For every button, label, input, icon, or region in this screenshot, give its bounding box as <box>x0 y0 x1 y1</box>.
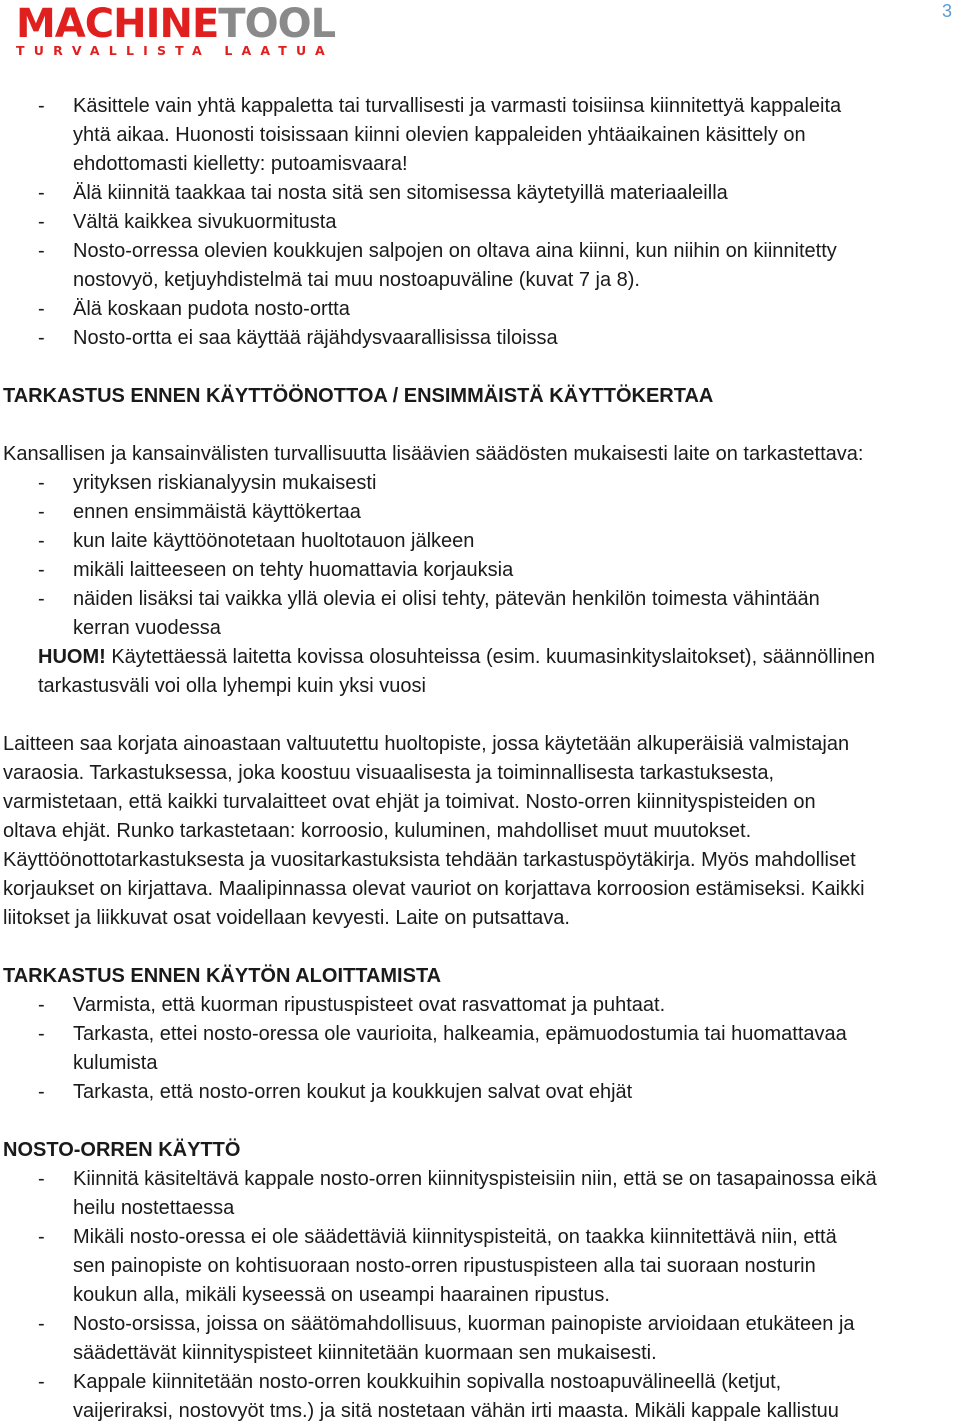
list-item: - Nosto-orsissa, joissa on säätömahdollisuus, kuorman painopiste arvioidaan etukäteen ja <box>3 1310 953 1339</box>
list-item: - Kappale kiinnitetään nosto-orren koukkuihin sopivalla nostoapuvälineellä (ketjut, <box>3 1368 953 1397</box>
list-item: - Varmista, että kuorman ripustuspisteet ovat rasvattomat ja puhtaat. <box>3 991 953 1020</box>
list-item: - kun laite käyttöönotetaan huoltotauon jälkeen <box>3 527 953 556</box>
bullet-dash: - <box>38 95 45 117</box>
machinetool-logo <box>16 1 346 58</box>
bullet-dash: - <box>38 1226 45 1248</box>
bullet-dash: - <box>38 994 45 1016</box>
list-item-continuation: heilu nostettaessa <box>73 1197 235 1219</box>
list-item-continuation: kulumista <box>73 1052 158 1074</box>
section-heading-commissioning-inspection: TARKASTUS ENNEN KÄYTTÖÖNOTTOA / ENSIMMÄISTÄ KÄYTTÖKERTAA <box>3 385 714 407</box>
bullet-dash: - <box>38 472 45 494</box>
spacer <box>3 701 953 730</box>
spacer <box>3 411 953 440</box>
page-number: 3 <box>941 1 952 21</box>
list-item: - Käsittele vain yhtä kappaletta tai turvallisesti ja varmasti toisiinsa kiinnitettyä kappaleita <box>3 92 953 121</box>
bullet-dash: - <box>38 182 45 204</box>
paragraph-repair: Laitteen saa korjata ainoastaan valtuutettu huoltopiste, jossa käytetään alkuperäisiä valmistajan varaosia. Tarkastuksessa, joka koostuu visuaalisesta ja toiminnallisesta tarkastuksesta, varmistetaan, että kaikki turvalaitteet ovat ehjät ja toimivat. Nosto-orren kiinnityspisteiden on oltava ehjät. Runko tarkastetaan: korroosio, kuluminen, mahdolliset muut muutokset. Käyttöönottotarkastuksesta ja vuositarkastuksista tehdään tarkastuspöytäkirja. Myös mahdolliset korjaukset on kirjattava. Maalipinnassa olevat vauriot on korjattava korroosion estämiseksi. Kaikki liitokset ja liikkuvat osat voidellaan kevyesti. Laite on putsattava. <box>3 733 865 929</box>
bullet-dash: - <box>38 1168 45 1190</box>
list-item-continuation: sen painopiste on kohtisuoraan nosto-orren ripustuspisteen alla tai suoraan nosturin <box>73 1255 816 1277</box>
list-item: - Tarkasta, ettei nosto-oressa ole vaurioita, halkeamia, epämuodostumia tai huomattavaa <box>3 1020 953 1049</box>
list-item: - Nosto-orressa olevien koukkujen salpojen on oltava aina kiinni, kun niihin on kiinnitetty <box>3 237 953 266</box>
document-body <box>3 92 953 1426</box>
spacer <box>3 353 953 382</box>
bullet-dash: - <box>38 1023 45 1045</box>
list-item-continuation: ehdottomasti kielletty: putoamisvaara! <box>73 153 408 175</box>
list-item: - Tarkasta, että nosto-orren koukut ja koukkujen salvat ovat ehjät <box>3 1078 953 1107</box>
note-paragraph: HUOM! Käytettäessä laitetta kovissa olosuhteissa (esim. kuumasinkityslaitokset), säännöllinen <box>38 646 876 668</box>
bullet-dash: - <box>38 298 45 320</box>
bullet-dash: - <box>38 530 45 552</box>
section-heading-usage: NOSTO-ORREN KÄYTTÖ <box>3 1139 241 1161</box>
list-item: - Älä kiinnitä taakkaa tai nosta sitä sen sitomisessa käytetyillä materiaaleilla <box>3 179 953 208</box>
bullet-dash: - <box>38 1371 45 1393</box>
list-item: - Älä koskaan pudota nosto-ortta <box>3 295 953 324</box>
section-heading-pre-use-inspection: TARKASTUS ENNEN KÄYTÖN ALOITTAMISTA <box>3 965 442 987</box>
list-item-continuation: koukun alla, mikäli kyseessä on useampi haarainen ripustus. <box>73 1284 610 1306</box>
inspection-list <box>3 469 953 643</box>
spacer <box>3 1107 953 1136</box>
list-item: - Nosto-ortta ei saa käyttää räjähdysvaarallisissa tiloissa <box>3 324 953 353</box>
list-item-continuation: säädettävät kiinnityspisteet kiinnitetään kuormaan sen mukaisesti. <box>73 1342 657 1364</box>
list-item: - näiden lisäksi tai vaikka yllä olevia ei olisi tehty, pätevän henkilön toimesta vähintään <box>3 585 953 614</box>
list-item: - Kiinnitä käsiteltävä kappale nosto-orren kiinnityspisteisiin niin, että se on tasapainossa eikä <box>3 1165 953 1194</box>
bullet-dash: - <box>38 588 45 610</box>
bullet-dash: - <box>38 327 45 349</box>
list-item: - ennen ensimmäistä käyttökertaa <box>3 498 953 527</box>
usage-list <box>3 1165 953 1426</box>
list-item-continuation: nostovyö, ketjuyhdistelmä tai muu nostoapuväline (kuvat 7 ja 8). <box>73 269 640 291</box>
bullet-dash: - <box>38 559 45 581</box>
paragraph-intro: Kansallisen ja kansainvälisten turvallisuutta lisäävien säädösten mukaisesti laite on tarkastettava: <box>3 443 864 465</box>
pre-use-list <box>3 991 953 1107</box>
logo-tagline: TURVALLISTA LAATUA <box>16 43 334 58</box>
note-paragraph-continuation: tarkastusväli voi olla lyhempi kuin yksi vuosi <box>38 675 426 697</box>
list-item: - Vältä kaikkea sivukuormitusta <box>3 208 953 237</box>
list-item-continuation: yhtä aikaa. Huonosti toisissaan kiinni olevien kappaleiden yhtäaikainen käsittely on <box>73 124 806 146</box>
bullet-dash: - <box>38 211 45 233</box>
spacer <box>3 933 953 962</box>
logo-wordmark: MACHINETOOL <box>16 1 336 47</box>
safety-list <box>3 92 953 353</box>
bullet-dash: - <box>38 240 45 262</box>
list-item: - yrityksen riskianalyysin mukaisesti <box>3 469 953 498</box>
note-label: HUOM! <box>38 646 106 668</box>
list-item-continuation: kerran vuodessa <box>73 617 221 639</box>
list-item: - Mikäli nosto-oressa ei ole säädettäviä kiinnityspisteitä, on taakka kiinnitettävä niin, että <box>3 1223 953 1252</box>
list-item-continuation: vaijeriraksi, nostovyöt tms.) ja sitä nostetaan vähän irti maasta. Mikäli kappale kallistuu <box>73 1400 839 1422</box>
bullet-dash: - <box>38 501 45 523</box>
bullet-dash: - <box>38 1081 45 1103</box>
bullet-dash: - <box>38 1313 45 1335</box>
list-item: - mikäli laitteeseen on tehty huomattavia korjauksia <box>3 556 953 585</box>
